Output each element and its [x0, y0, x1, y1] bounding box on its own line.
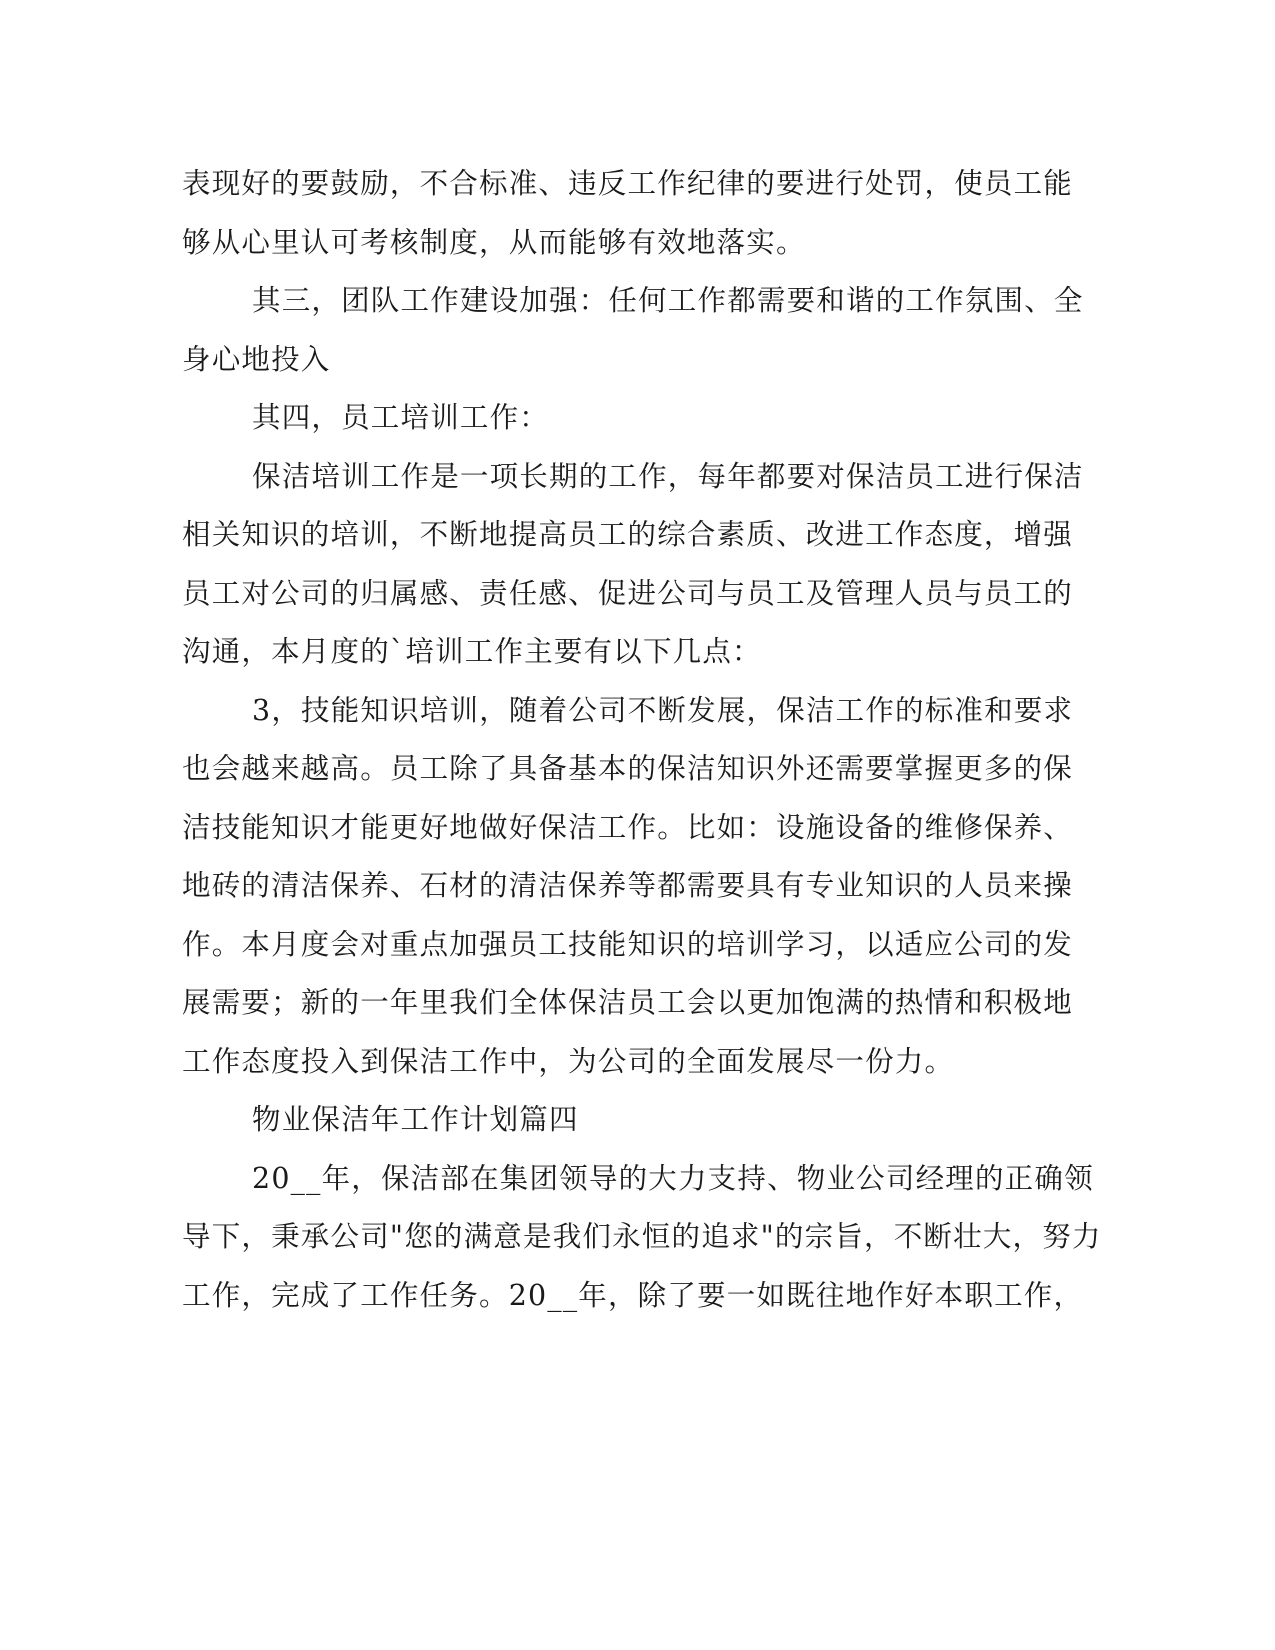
text-line: 工作，完成了工作任务。20__年，除了要一如既往地作好本职工作，	[182, 1278, 1084, 1312]
text-line: 展需要；新的一年里我们全体保洁员工会以更加饱满的热情和积极地	[182, 986, 1074, 1019]
text-line: 其三，团队工作建设加强：任何工作都需要和谐的工作氛围、全	[252, 284, 1084, 317]
text-line: 相关知识的培训，不断地提高员工的综合素质、改进工作态度，增强	[182, 518, 1074, 551]
text-line: 地砖的清洁保养、石材的清洁保养等都需要具有专业知识的人员来操	[182, 869, 1074, 902]
text-line: 员工对公司的归属感、责任感、促进公司与员工及管理人员与员工的	[182, 576, 1074, 610]
text-line: 3，技能知识培训，随着公司不断发展，保洁工作的标准和要求	[252, 693, 1074, 727]
text-line: 洁技能知识才能更好地做好保洁工作。比如：设施设备的维修保养、	[182, 810, 1074, 844]
section-heading: 物业保洁年工作计划篇四	[252, 1103, 579, 1136]
text-line: 表现好的要鼓励，不合标准、违反工作纪律的要进行处罚，使员工能	[182, 167, 1074, 200]
document-body	[182, 155, 1102, 1325]
text-line: 导下，秉承公司"您的满意是我们永恒的追求"的宗旨，不断壮大，努力	[182, 1220, 1102, 1253]
text-line: 其四，员工培训工作：	[252, 401, 550, 434]
text-line: 工作态度投入到保洁工作中，为公司的全面发展尽一份力。	[182, 1044, 955, 1078]
text-line: 作。本月度会对重点加强员工技能知识的培训学习，以适应公司的发	[182, 927, 1074, 961]
text-line: 沟通，本月度的`培训工作主要有以下几点：	[182, 635, 762, 668]
text-line: 保洁培训工作是一项长期的工作，每年都要对保洁员工进行保洁	[252, 459, 1084, 493]
text-line: 够从心里认可考核制度，从而能够有效地落实。	[182, 225, 806, 259]
text-line: 身心地投入	[182, 342, 331, 376]
text-line: 也会越来越高。员工除了具备基本的保洁知识外还需要掌握更多的保	[182, 752, 1074, 785]
text-line: 20__年，保洁部在集团领导的大力支持、物业公司经理的正确领	[252, 1161, 1094, 1195]
